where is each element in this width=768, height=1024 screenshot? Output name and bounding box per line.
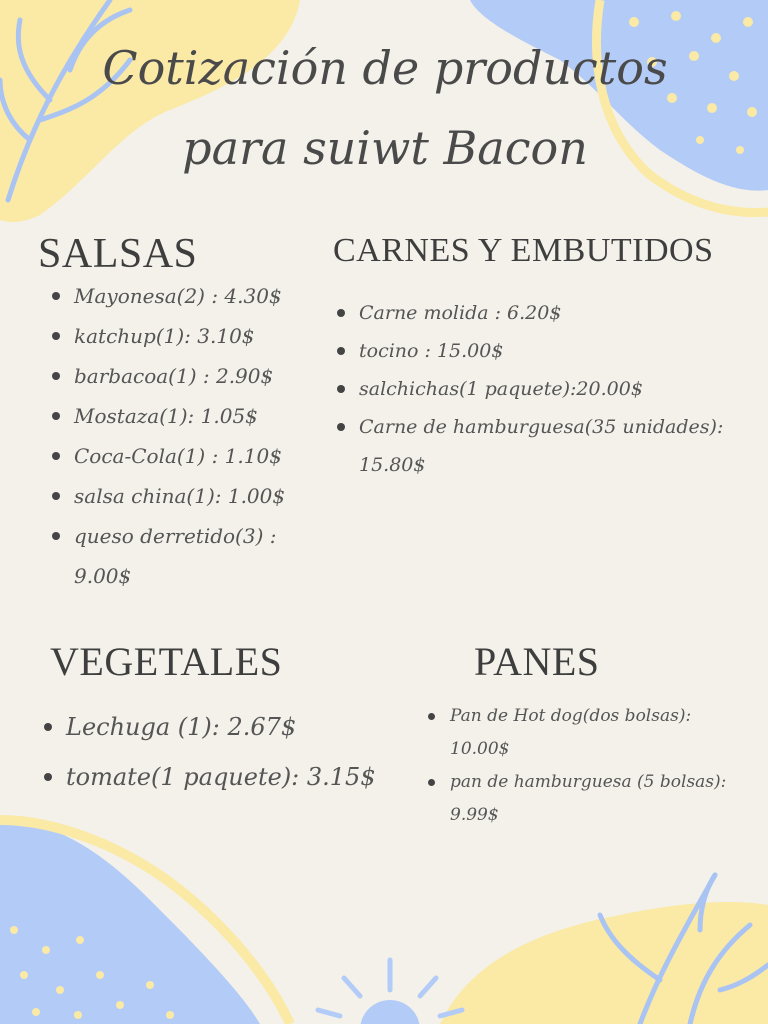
list-item: tocino : 15.00$	[333, 332, 753, 370]
vegetales-list	[40, 702, 420, 802]
carnes-list	[333, 294, 753, 484]
list-item: tomate(1 paquete): 3.15$	[40, 752, 420, 802]
list-item: queso derretido(3) : 9.00$	[48, 516, 318, 596]
list-item: Carne de hamburguesa(35 unidades): 15.80$	[333, 408, 753, 484]
page-title	[40, 28, 730, 188]
list-item: Carne molida : 6.20$	[333, 294, 753, 332]
section-heading-panes: PANES	[474, 639, 600, 684]
list-item: barbacoa(1) : 2.90$	[48, 356, 318, 396]
section-heading-salsas: SALSAS	[38, 231, 198, 277]
list-item: Coca-Cola(1) : 1.10$	[48, 436, 318, 476]
list-item: katchup(1): 3.10$	[48, 316, 318, 356]
list-item: Mostaza(1): 1.05$	[48, 396, 318, 436]
list-item: Lechuga (1): 2.67$	[40, 702, 420, 752]
list-item: salsa china(1): 1.00$	[48, 476, 318, 516]
salsas-list	[48, 276, 318, 596]
section-heading-vegetales: VEGETALES	[50, 639, 283, 684]
list-item: Mayonesa(2) : 4.30$	[48, 276, 318, 316]
title-line-2: para suiwt Bacon	[182, 121, 588, 175]
sun-icon	[318, 960, 462, 1024]
list-item: Pan de Hot dog(dos bolsas): 10.00$	[424, 700, 744, 766]
panes-list	[424, 700, 744, 832]
section-heading-carnes: CARNES Y EMBUTIDOS	[333, 232, 714, 269]
list-item: pan de hamburguesa (5 bolsas): 9.99$	[424, 766, 744, 832]
list-item: salchichas(1 paquete):20.00$	[333, 370, 753, 408]
title-line-1: Cotización de productos	[102, 41, 668, 95]
